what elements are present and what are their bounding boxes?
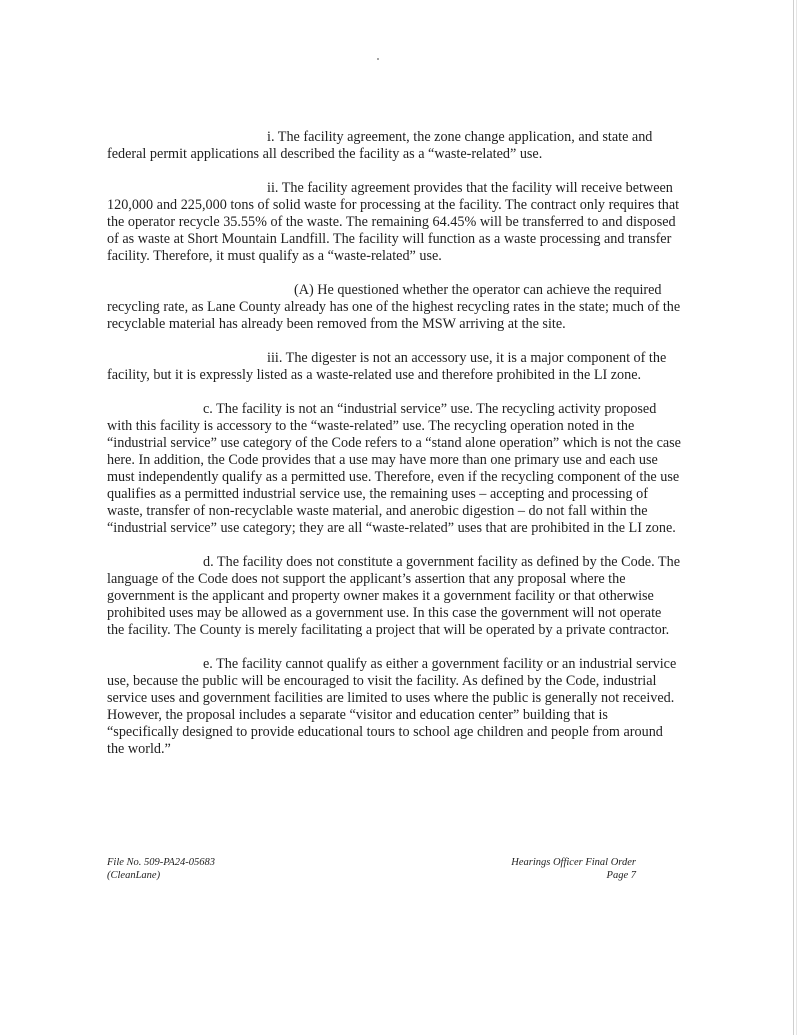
footer-order-title: Hearings Officer Final Order: [511, 857, 636, 868]
paragraph-a: (A) He questioned whether the operator can achieve the required recycling rate, as Lane County already has one of the highest recycling rates in the state; much of the recyclable material has already been removed from the MSW arriving at the site.: [107, 282, 681, 332]
paragraph-e: e. The facility cannot qualify as either a government facility or an industrial service use, because the public will be encouraged to visit the facility. As defined by the Code, industrial service uses and government facilities are limited to uses where the public is generally not received. However, the proposal includes a separate “visitor and education center” building that is “specifically designed to provide educational tours to school age children and people from around the world.”: [107, 656, 677, 757]
footer-file-number: File No. 509-PA24-05683: [107, 857, 216, 868]
paragraph-i: i. The facility agreement, the zone change application, and state and federal permit applications all described the facility as a “waste-related” use.: [107, 129, 653, 162]
document-body: [107, 129, 682, 775]
footer-file-info: [107, 856, 215, 882]
scan-edge-line: [793, 0, 794, 1035]
scan-edge-line-outer: [796, 0, 797, 1035]
paragraph-c: c. The facility is not an “industrial service” use. The recycling activity proposed with this facility is accessory to the “waste-related” use. The recycling operation noted in the “industrial service” use category of the Code refers to a “stand alone operation” which is not the case here. In addition, the Code provides that a use may have more than one primary use and each use must independently qualify as a permitted use. Therefore, even if the recycling component of the use qualifies as a permitted industrial service use, the remaining uses – accepting and processing of waste, transfer of non-recyclable waste material, and anerobic digestion – do not fall within the “industrial service” use category; they are all “waste-related” uses that are prohibited in the LI zone.: [107, 401, 681, 536]
paragraph-iii: iii. The digester is not an accessory use, it is a major component of the facility, but it is expressly listed as a waste-related use and therefore prohibited in the LI zone.: [107, 350, 667, 383]
scan-speck: [377, 58, 379, 60]
paragraph-d: d. The facility does not constitute a government facility as defined by the Code. The language of the Code does not support the applicant’s assertion that any proposal where the government is the applicant and property owner makes it a government facility or that otherwise prohibited uses may be allowed as a government use. In this case the government will not operate the facility. The County is merely facilitating a project that will be operated by a private contractor.: [107, 554, 680, 638]
footer-order-info: [511, 856, 636, 882]
paragraph-ii: ii. The facility agreement provides that the facility will receive between 120,000 and 225,000 tons of solid waste for processing at the facility. The contract only requires that the operator recycle 35.55% of the waste. The remaining 64.45% will be transferred to and disposed of as waste at Short Mountain Landfill. The facility will function as a waste processing and transfer facility. Therefore, it must qualify as a “waste-related” use.: [107, 180, 680, 264]
footer-page-number: Page 7: [606, 870, 636, 881]
footer-project-name: (CleanLane): [107, 870, 161, 881]
